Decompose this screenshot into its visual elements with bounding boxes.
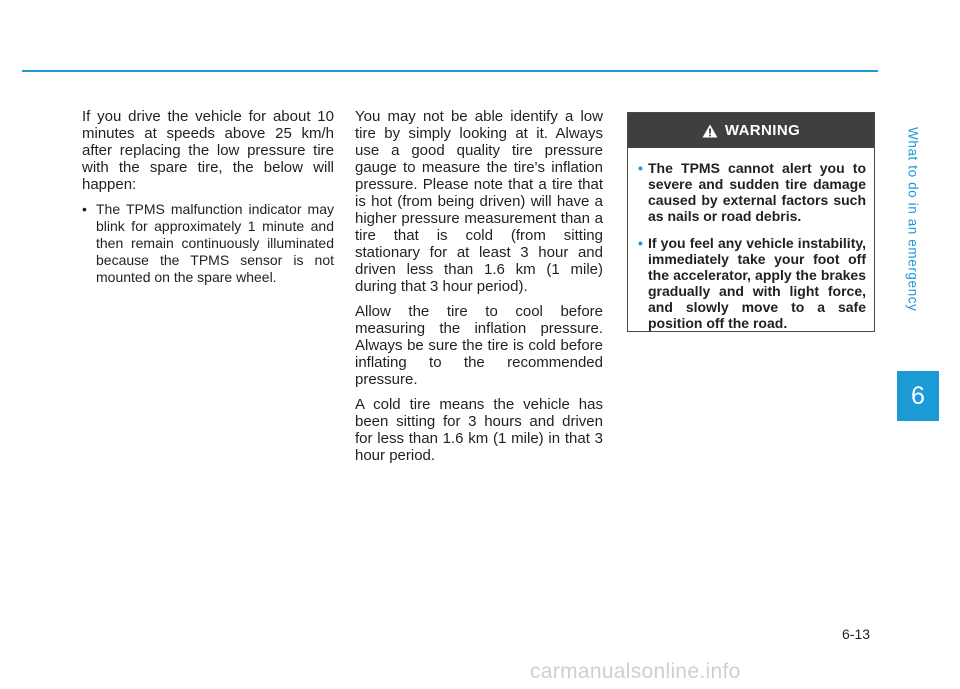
warning-bullet-dot: • xyxy=(638,235,643,251)
intro-paragraph: If you drive the vehicle for about 10 minutes at speeds above 25 km/h after replacing the low pressure tire with the spare tire, the below will happen: xyxy=(82,108,334,193)
tpms-bullet-text: The TPMS malfunction indicator may blink for approximately 1 minute and then remain continuously illuminated because the TPMS sensor is not mounted on the spare wheel. xyxy=(96,201,334,285)
chapter-side-title xyxy=(900,64,926,374)
warning-box xyxy=(627,112,875,332)
paragraph-cold-tire: A cold tire means the vehicle has been sitting for 3 hours and driven for less than 1.6 km (1 mile) in that 3 hour period. xyxy=(355,396,603,464)
chapter-side-title-text: What to do in an emergency xyxy=(905,126,921,312)
paragraph-low-tire: You may not be able identify a low tire by simply looking at it. Always use a good quality tire pressure gauge to measure the tire's inflation pressure. Please note that a tire that is hot (from being driven) will have a higher pressure measurement than a tire that is cold (from sitting stationary for at least 3 hour and driven less than 1.6 km (1 mile) during that 3 hour period). xyxy=(355,108,603,295)
warning-header xyxy=(628,113,874,148)
paragraph-cool-tire: Allow the tire to cool before measuring the inflation pressure. Always be sure the tire is cold before inflating to the recommended pressure. xyxy=(355,303,603,388)
warning-item-text: If you feel any vehicle instability, immediately take your foot off the accelerator, apply the brakes gradually and with light force, and slowly move to a safe position off the road. xyxy=(648,235,866,331)
tpms-bullet-list xyxy=(82,201,334,286)
chapter-number: 6 xyxy=(911,381,925,410)
warning-triangle-icon xyxy=(702,124,718,138)
bullet-dot: • xyxy=(82,201,87,217)
warning-list xyxy=(628,160,874,331)
chapter-tab xyxy=(897,371,939,421)
warning-item xyxy=(638,160,866,224)
page-number: 6-13 xyxy=(842,626,871,642)
warning-item xyxy=(638,235,866,331)
warning-item-text: The TPMS cannot alert you to severe and sudden tire damage caused by external factors such as nails or road debris. xyxy=(648,160,866,224)
warning-title: WARNING xyxy=(724,122,801,139)
tpms-bullet-item xyxy=(82,201,334,286)
warning-bullet-dot: • xyxy=(638,160,643,176)
column-2 xyxy=(355,108,603,472)
column-1 xyxy=(82,108,334,286)
top-rule xyxy=(22,70,878,72)
watermark: carmanualsonline.info xyxy=(530,660,741,683)
